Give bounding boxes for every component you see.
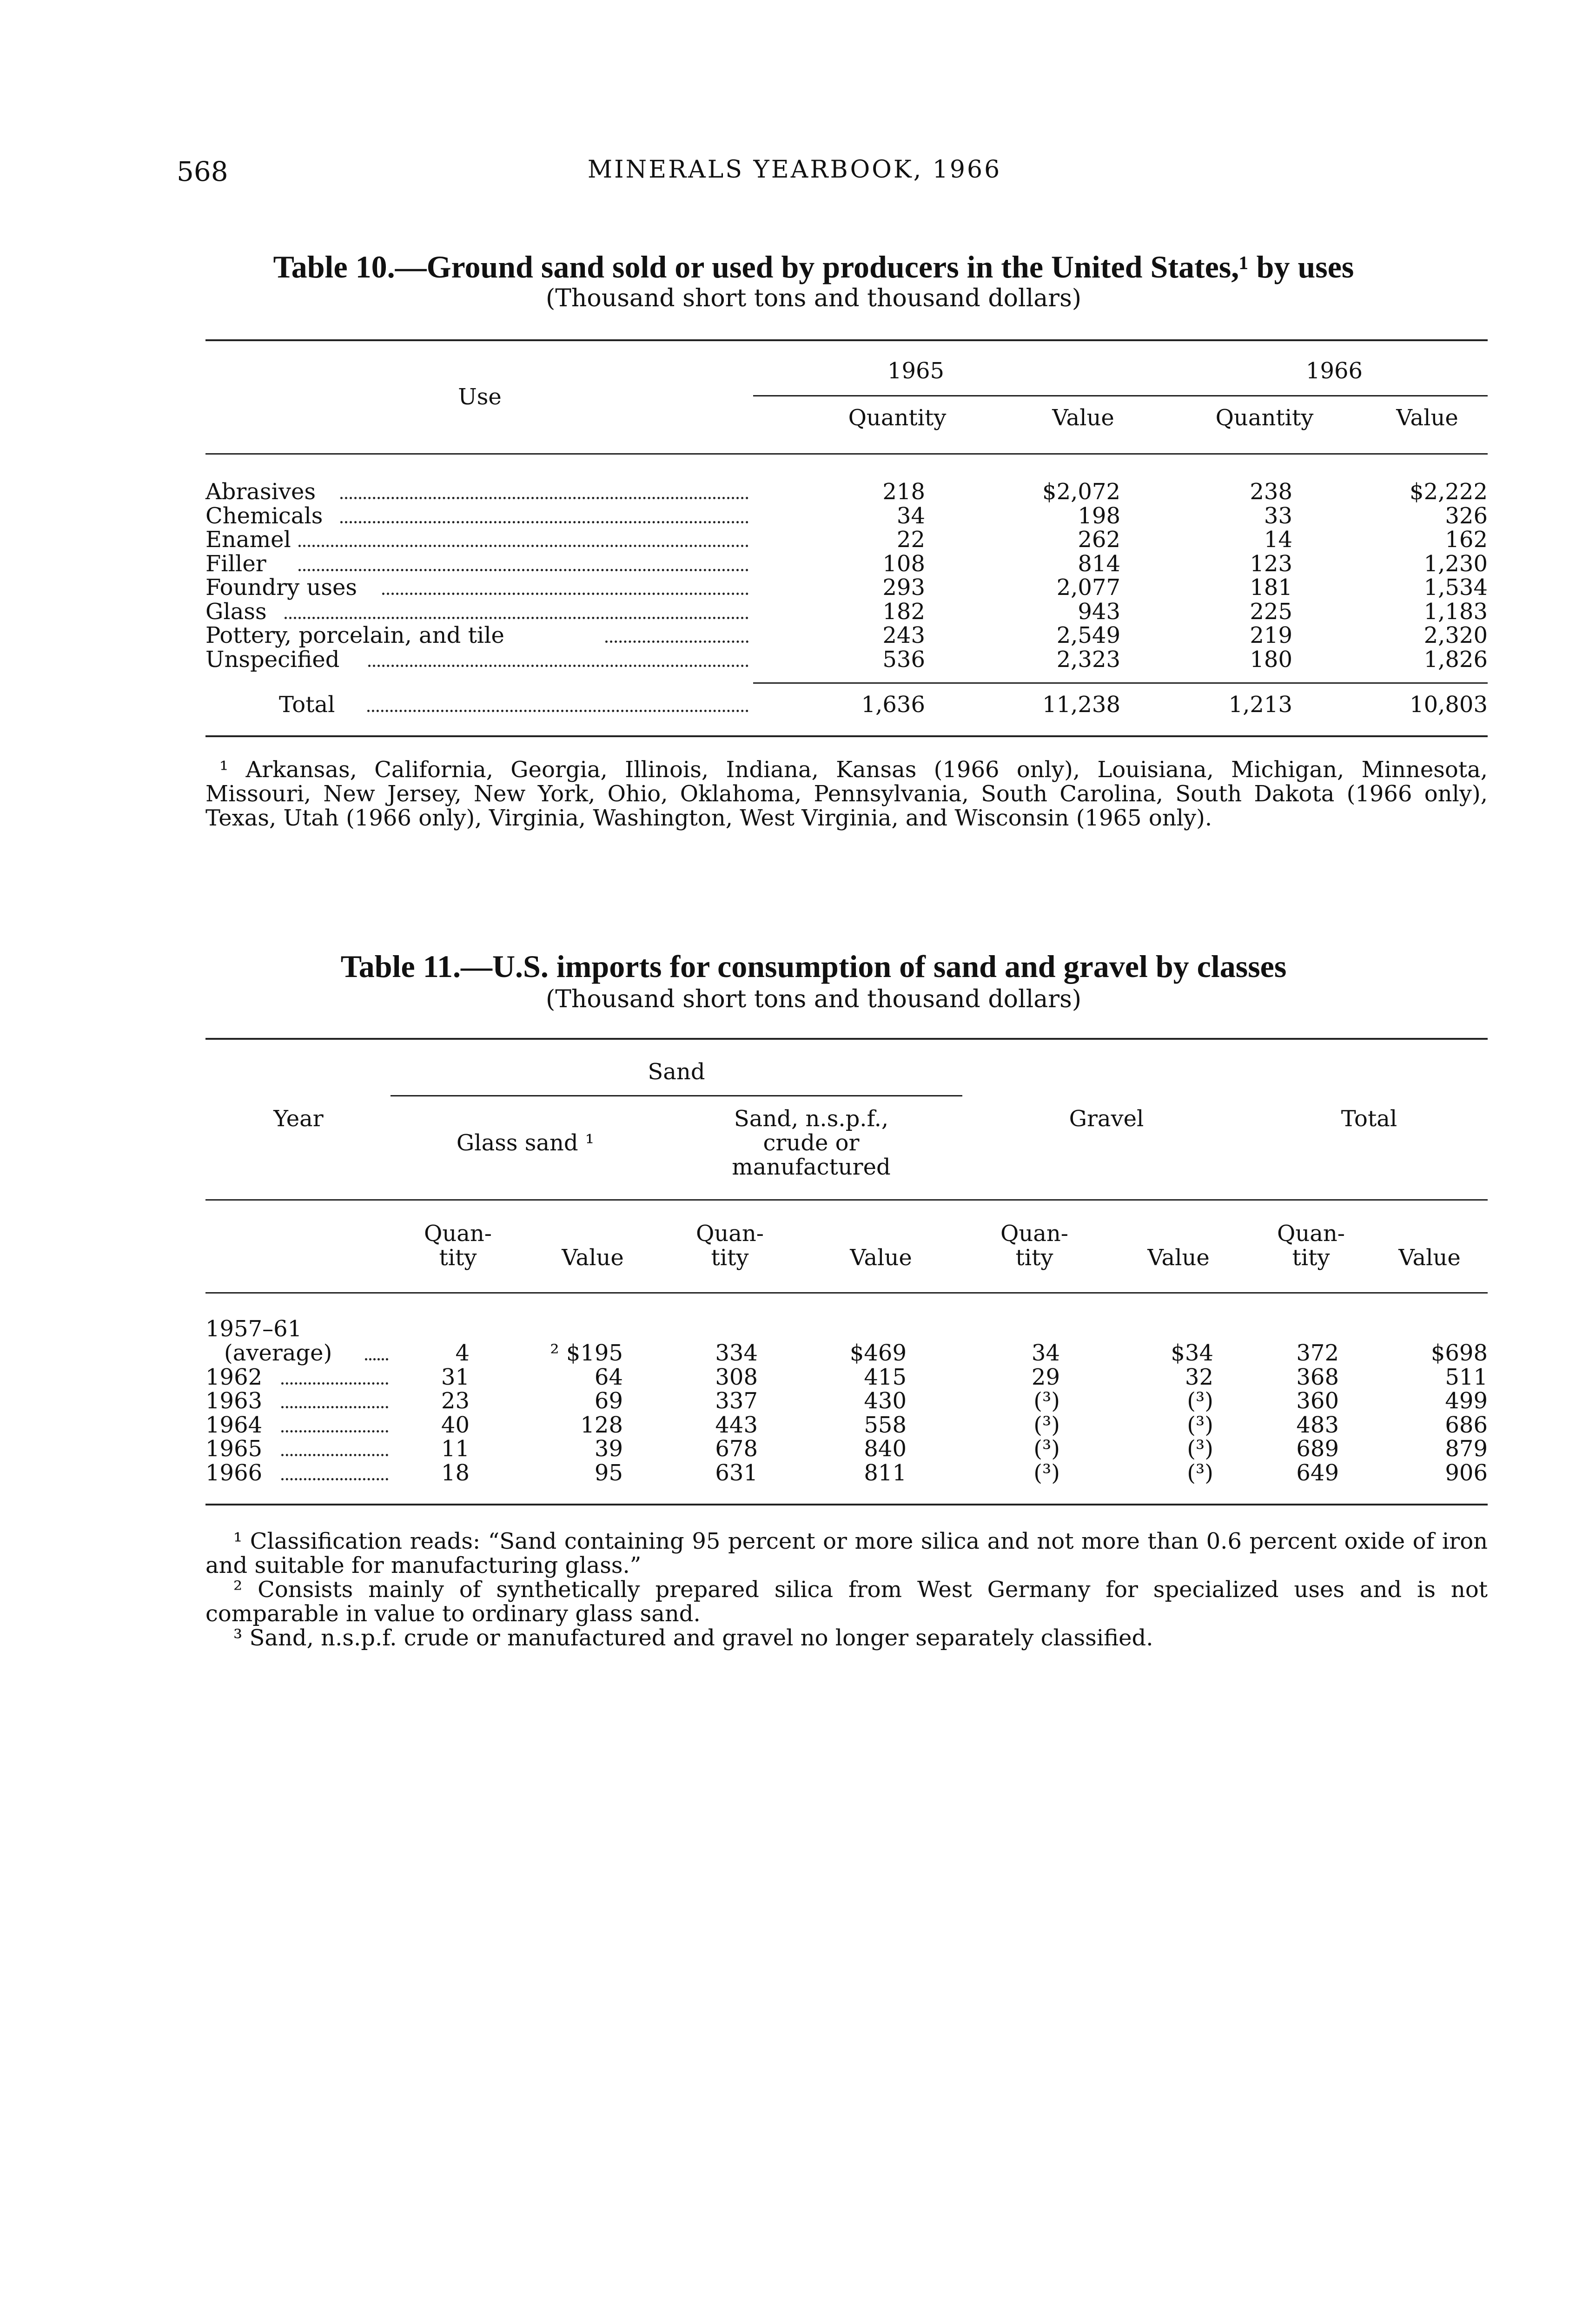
table10-header-v1966: Value — [1396, 405, 1458, 431]
table11-row-gv: 69 — [594, 1388, 623, 1414]
table10-subtitle: (Thousand short tons and thousand dollars) — [545, 284, 1082, 312]
table11-header-sand: Sand — [648, 1059, 705, 1085]
table11-row-nq: 334 — [715, 1340, 758, 1366]
table11-row-tv: $698 — [1430, 1340, 1488, 1366]
table10-header-q1966: Quantity — [1215, 405, 1314, 431]
table11-row-grv: (³) — [1187, 1388, 1213, 1414]
table11-row-nq: 678 — [715, 1436, 758, 1462]
table11-subheader-quan: Quan- — [1000, 1221, 1068, 1247]
table10-row-q1966: 238 — [1250, 479, 1292, 505]
table10-row-use: Foundry uses — [205, 574, 358, 601]
table10-row-v1965: 943 — [1078, 599, 1120, 625]
table11-row-nq: 337 — [715, 1388, 758, 1414]
table10-total-q1965: 1,636 — [861, 692, 925, 718]
table11-subtitle: (Thousand short tons and thousand dollars) — [545, 985, 1082, 1013]
table11-row-leader — [281, 1406, 388, 1408]
table11-row-tq: 483 — [1296, 1412, 1339, 1438]
table11-row-grv: 32 — [1185, 1364, 1213, 1390]
table11-row-grq: (³) — [1033, 1412, 1060, 1438]
table10-row-q1965: 293 — [882, 574, 925, 601]
table10-row-q1966: 14 — [1264, 527, 1292, 553]
table11-row-year: 1962 — [205, 1364, 263, 1390]
table10-row-q1966: 219 — [1250, 622, 1292, 648]
table11-row-year: 1965 — [205, 1436, 263, 1462]
table10-footnote: ¹ Arkansas, California, Georgia, Illinois, Indiana, Kansas (1966 only), Louisiana, Michigan, Minnesota, Missouri, New Jersey, New York, Ohio, Oklahoma, Pennsylvania, South Carolina, South Dakota (1966 only), Texas, Utah (1966 only), Virginia, Washington, West Virginia, and Wisconsin (1965 only). — [205, 757, 1488, 831]
table11-footnote-1: ¹ Classification reads: “Sand containing 95 percent or more silica and not more than 0.6 percent oxide of iron and suitable for manufacturing glass.” — [205, 1528, 1488, 1578]
table10-row-use: Glass — [205, 599, 267, 625]
table10-title: Table 10.—Ground sand sold or used by producers in the United States,¹ by uses — [273, 249, 1354, 284]
table10-row-leader — [340, 497, 748, 499]
table10-total-rule — [753, 682, 1488, 684]
table11-row-tq: 360 — [1296, 1388, 1339, 1414]
table10-header-rule — [205, 453, 1488, 455]
table11-row-tv: 686 — [1445, 1412, 1488, 1438]
table11-row-leader — [365, 1358, 388, 1360]
table11-row-grq: (³) — [1033, 1459, 1060, 1486]
table10-row-q1965: 218 — [882, 479, 925, 505]
table11-row-grv: (³) — [1187, 1436, 1213, 1462]
table10-row-v1965: 2,549 — [1056, 622, 1120, 648]
table11-row-nv: 430 — [864, 1388, 907, 1414]
table10-row-v1966: $2,222 — [1410, 479, 1488, 505]
table10-top-rule — [205, 339, 1488, 341]
table11-subheader-value: Value — [850, 1245, 912, 1271]
table11-row-tv: 906 — [1445, 1459, 1488, 1486]
table11-header-total: Total — [1341, 1106, 1397, 1132]
table10-row-q1965: 243 — [882, 622, 925, 648]
table10-total-v1966: 10,803 — [1410, 692, 1488, 718]
table11-row-grq: 29 — [1031, 1364, 1060, 1390]
table11-row-nv: 415 — [864, 1364, 907, 1390]
table10-row-leader — [285, 617, 748, 619]
table10-row-leader — [368, 665, 748, 667]
table11-row-nq: 443 — [715, 1412, 758, 1438]
table10-row-v1966: 2,320 — [1423, 622, 1488, 648]
table10-header-v1965: Value — [1052, 405, 1114, 431]
table10-row-use: Chemicals — [205, 503, 323, 529]
table10-year-rule — [753, 395, 1488, 396]
table11-row-nv: 811 — [864, 1459, 907, 1486]
table11-bottom-rule — [205, 1504, 1488, 1505]
table10-row-q1965: 34 — [896, 503, 925, 529]
table10-total-label: Total — [279, 692, 335, 718]
table11-row-year: 1964 — [205, 1412, 263, 1438]
table11-subheader-tity: tity — [1015, 1245, 1053, 1271]
table10-row-v1966: 1,230 — [1423, 551, 1488, 577]
table10-total-v1965: 11,238 — [1042, 692, 1120, 718]
table11-row-nv: $469 — [849, 1340, 907, 1366]
table11-row-grq: 34 — [1031, 1340, 1060, 1366]
table11-row-tv: 499 — [1445, 1388, 1488, 1414]
table10-row-use: Pottery, porcelain, and tile — [205, 622, 504, 648]
table10-row-q1966: 123 — [1250, 551, 1292, 577]
table11-row-nv: 840 — [864, 1436, 907, 1462]
table11-row-gv: 64 — [594, 1364, 623, 1390]
table10-row-v1965: $2,072 — [1042, 479, 1120, 505]
table11-row-grv: (³) — [1187, 1412, 1213, 1438]
table11-row-leader — [281, 1454, 388, 1456]
table11-subheader-quan: Quan- — [1277, 1221, 1345, 1247]
table11-subheader-tity: tity — [711, 1245, 749, 1271]
table11-subheader-tity: tity — [439, 1245, 477, 1271]
table10-header-1965: 1965 — [887, 358, 945, 384]
table10-row-v1965: 814 — [1078, 551, 1120, 577]
table11-header-nspf-line1: Sand, n.s.p.f., — [734, 1106, 889, 1132]
table10-row-v1966: 1,534 — [1423, 574, 1488, 601]
table11-row-nq: 631 — [715, 1459, 758, 1486]
table11-subheader-quan: Quan- — [424, 1221, 492, 1247]
table11-row-grv: (³) — [1187, 1459, 1213, 1486]
table10-header-1966: 1966 — [1305, 358, 1363, 384]
table10-row-q1965: 108 — [882, 551, 925, 577]
table10-row-q1966: 33 — [1264, 503, 1292, 529]
table11-row-gq: 31 — [441, 1364, 470, 1390]
table11-upper-header-rule — [205, 1199, 1488, 1201]
table11-row-tq: 649 — [1296, 1459, 1339, 1486]
table11-row-tq: 372 — [1296, 1340, 1339, 1366]
table10-header-q1965: Quantity — [848, 405, 947, 431]
table11-row-leader — [281, 1478, 388, 1480]
page-header-title: MINERALS YEARBOOK, 1966 — [587, 156, 1002, 184]
table11-header-glass-sand: Glass sand ¹ — [456, 1130, 595, 1156]
table11-row-gq: 18 — [441, 1459, 470, 1486]
table10-total-leader — [367, 710, 748, 712]
table10-row-leader — [382, 593, 748, 595]
table11-header-gravel: Gravel — [1069, 1106, 1144, 1132]
table10-row-use: Filler — [205, 551, 266, 577]
table11-subheader-quan: Quan- — [695, 1221, 764, 1247]
table10-row-q1966: 181 — [1250, 574, 1292, 601]
running-head — [0, 156, 1589, 193]
table11-row-gq: 4 — [455, 1340, 470, 1366]
table10-bottom-rule — [205, 735, 1488, 737]
table11-subheader-value: Value — [1147, 1245, 1210, 1271]
table10-header-use: Use — [458, 384, 502, 410]
table10-row-v1965: 2,077 — [1056, 574, 1120, 601]
page-number: 568 — [177, 156, 228, 187]
table11-row-gv: ² $195 — [550, 1340, 623, 1366]
table10-row-q1965: 182 — [882, 599, 925, 625]
table11-row-year-sub: (average) — [224, 1340, 332, 1366]
table11-row-year: 1957–61 — [205, 1316, 302, 1342]
table10-row-v1965: 2,323 — [1056, 647, 1120, 673]
table11-row-leader — [281, 1382, 388, 1385]
table11-title: Table 11.—U.S. imports for consumption of sand and gravel by classes — [340, 949, 1287, 984]
table11-subheader-value: Value — [1398, 1245, 1461, 1271]
table11-row-leader — [281, 1430, 388, 1433]
table11-row-gq: 11 — [441, 1436, 470, 1462]
table11-row-nv: 558 — [864, 1412, 907, 1438]
table11-header-year: Year — [273, 1106, 324, 1132]
table11-row-tq: 368 — [1296, 1364, 1339, 1390]
table11-header-nspf-line2: crude or — [763, 1130, 860, 1156]
table11-row-nq: 308 — [715, 1364, 758, 1390]
table11-row-tq: 689 — [1296, 1436, 1339, 1462]
table11-header-rule — [205, 1292, 1488, 1294]
table11-subheader-value: Value — [562, 1245, 624, 1271]
table11-row-year: 1966 — [205, 1459, 263, 1486]
table10-row-leader — [605, 640, 748, 643]
table10-row-use: Abrasives — [205, 479, 316, 505]
table11-row-year: 1963 — [205, 1388, 263, 1414]
table11-row-grq: (³) — [1033, 1436, 1060, 1462]
table10-row-v1965: 262 — [1078, 527, 1120, 553]
table11-sand-rule — [391, 1095, 962, 1096]
table11-header-nspf-line3: manufactured — [732, 1154, 891, 1180]
table10-row-v1966: 1,183 — [1423, 599, 1488, 625]
table10-row-q1966: 180 — [1250, 647, 1292, 673]
table10-row-v1966: 326 — [1445, 503, 1488, 529]
table10-row-q1966: 225 — [1250, 599, 1292, 625]
table11-footnote-3: ³ Sand, n.s.p.f. crude or manufactured and gravel no longer separately classified. — [233, 1625, 1153, 1651]
table11-row-gv: 95 — [594, 1459, 623, 1486]
table11-row-gv: 39 — [594, 1436, 623, 1462]
table11-row-gv: 128 — [580, 1412, 623, 1438]
table11-footnote-2: ² Consists mainly of synthetically prepared silica from West Germany for specialized uses and is not comparable in value to ordinary glass sand. — [205, 1577, 1488, 1627]
table10-row-leader — [340, 521, 748, 523]
table11-row-tv: 511 — [1445, 1364, 1488, 1390]
table10-row-v1966: 1,826 — [1423, 647, 1488, 673]
table11-row-grv: $34 — [1171, 1340, 1213, 1366]
table10-row-q1965: 536 — [882, 647, 925, 673]
table11-row-gq: 40 — [441, 1412, 470, 1438]
table10-row-leader — [298, 545, 748, 547]
table10-row-use: Enamel — [205, 527, 291, 553]
table11-row-gq: 23 — [441, 1388, 470, 1414]
table11-row-grq: (³) — [1033, 1388, 1060, 1414]
table10-row-leader — [298, 569, 748, 571]
table10-row-q1965: 22 — [896, 527, 925, 553]
table10-row-v1965: 198 — [1078, 503, 1120, 529]
table10-row-use: Unspecified — [205, 647, 340, 673]
table10-total-q1966: 1,213 — [1228, 692, 1292, 718]
table10-row-v1966: 162 — [1445, 527, 1488, 553]
table11-row-tv: 879 — [1445, 1436, 1488, 1462]
table11-top-rule — [205, 1038, 1488, 1040]
table11-subheader-tity: tity — [1292, 1245, 1330, 1271]
